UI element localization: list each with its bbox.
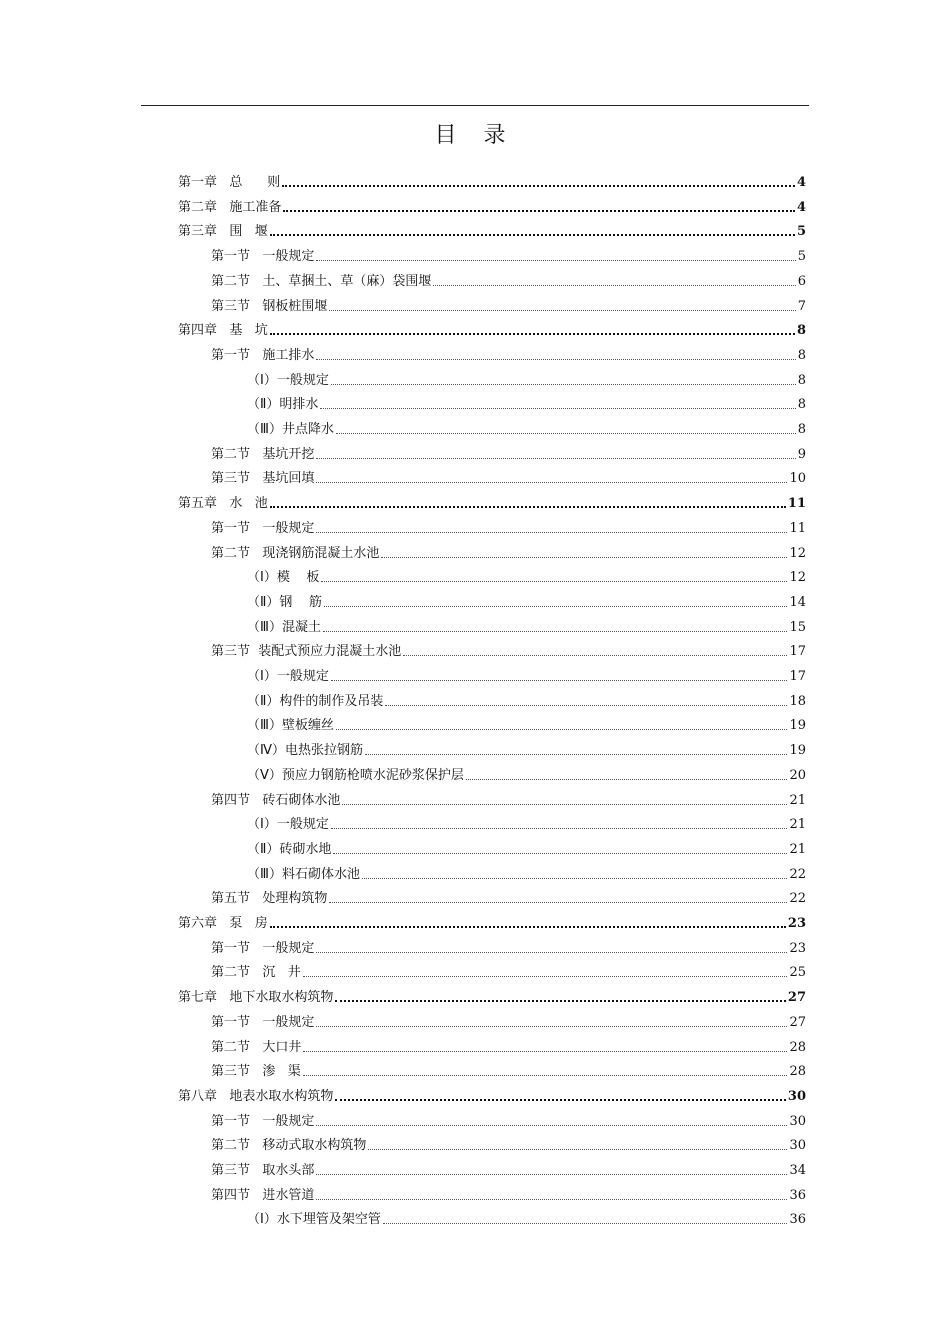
dot-leader bbox=[335, 1000, 786, 1002]
toc-entry-label: 第一节 一般规定 bbox=[211, 1014, 315, 1030]
dot-leader bbox=[342, 804, 787, 805]
toc-entry-page: 34 bbox=[789, 1163, 806, 1178]
toc-entry[interactable] bbox=[211, 542, 806, 562]
toc-entry[interactable] bbox=[247, 616, 806, 636]
toc-entry-label: （Ⅳ）电热张拉钢筋 bbox=[247, 743, 363, 759]
toc-entry[interactable] bbox=[211, 295, 806, 315]
toc-entry-page: 6 bbox=[797, 273, 806, 289]
dot-leader bbox=[466, 779, 788, 780]
toc-entry-label: 第四节 砖石砌体水池 bbox=[211, 792, 341, 808]
toc-entry-page: 28 bbox=[789, 1064, 806, 1080]
dot-leader bbox=[335, 1099, 786, 1101]
dot-leader bbox=[336, 729, 787, 730]
toc-entry-page: 8 bbox=[797, 422, 806, 437]
toc-entry[interactable] bbox=[178, 986, 806, 1006]
dot-leader bbox=[282, 185, 795, 187]
dot-leader bbox=[385, 705, 787, 706]
toc-entry-label: 第七章 地下水取水构筑物 bbox=[178, 990, 334, 1006]
toc-entry[interactable] bbox=[211, 1159, 806, 1179]
dot-leader bbox=[403, 655, 787, 656]
toc-entry-page: 23 bbox=[787, 916, 806, 931]
toc-entry-label: 第二章 施工准备 bbox=[178, 199, 282, 215]
toc-entry-page: 8 bbox=[797, 347, 806, 363]
toc-entry-label: 第八章 地表水取水构筑物 bbox=[178, 1088, 334, 1104]
toc-entry-page: 30 bbox=[789, 1138, 806, 1154]
toc-entry-page: 19 bbox=[789, 743, 806, 759]
toc-entry[interactable] bbox=[211, 245, 806, 265]
toc-entry[interactable] bbox=[247, 1208, 806, 1228]
toc-entry[interactable] bbox=[247, 714, 806, 734]
toc-entry-label: （Ⅱ）明排水 bbox=[247, 397, 319, 413]
toc-entry-label: 第四节 进水管道 bbox=[211, 1187, 315, 1203]
toc-entry-page: 17 bbox=[789, 669, 806, 684]
toc-entry-page: 18 bbox=[789, 693, 806, 709]
toc-entry-label: 第四章 基 坑 bbox=[178, 323, 268, 339]
toc-entry-label: （Ⅲ）井点降水 bbox=[247, 422, 334, 437]
toc-entry[interactable] bbox=[211, 887, 806, 907]
toc-entry-page: 36 bbox=[789, 1212, 806, 1228]
toc-entry-page: 27 bbox=[787, 990, 806, 1006]
dot-leader bbox=[316, 532, 787, 533]
toc-entry[interactable] bbox=[178, 319, 806, 339]
toc-entry-label: （Ⅰ）模 板 bbox=[247, 570, 320, 586]
toc-entry[interactable] bbox=[247, 591, 806, 611]
dot-leader bbox=[321, 581, 787, 582]
dot-leader bbox=[433, 285, 795, 286]
toc-entry[interactable] bbox=[211, 1011, 806, 1031]
toc-entry-page: 15 bbox=[789, 619, 806, 635]
dot-leader bbox=[316, 1026, 787, 1027]
toc-entry-page: 8 bbox=[797, 397, 806, 413]
toc-entry-label: 第二节 大口井 bbox=[211, 1039, 302, 1055]
toc-entry-label: （Ⅰ）一般规定 bbox=[247, 372, 329, 388]
toc-entry[interactable] bbox=[178, 1085, 806, 1105]
toc-entry[interactable] bbox=[247, 813, 806, 833]
dot-leader bbox=[316, 260, 795, 261]
toc-entry-label: 第一节 一般规定 bbox=[211, 520, 315, 536]
toc-entry-label: 第三节 装配式预应力混凝土水池 bbox=[211, 644, 402, 660]
toc-entry-label: 第一节 一般规定 bbox=[211, 1113, 315, 1129]
toc-entry[interactable] bbox=[247, 393, 806, 413]
dot-leader bbox=[324, 606, 788, 607]
toc-entry-label: 第五章 水 池 bbox=[178, 496, 268, 512]
dot-leader bbox=[316, 1125, 787, 1126]
toc-entry-page: 30 bbox=[789, 1113, 806, 1129]
dot-leader bbox=[365, 754, 787, 755]
toc-entry-label: 第一节 一般规定 bbox=[211, 940, 315, 956]
toc-entry-page: 21 bbox=[789, 792, 806, 808]
toc-entry-page: 20 bbox=[789, 767, 806, 783]
toc-entry-label: （Ⅱ）砖砌水地 bbox=[247, 841, 332, 857]
toc-entry[interactable] bbox=[247, 418, 806, 438]
toc-entry-page: 36 bbox=[789, 1187, 806, 1203]
toc-title: 目 录 bbox=[434, 123, 516, 148]
toc-entry-label: （Ⅰ）水下埋管及架空管 bbox=[247, 1212, 381, 1228]
toc-entry[interactable] bbox=[178, 171, 806, 191]
dot-leader bbox=[303, 1075, 788, 1076]
toc-entry-page: 12 bbox=[789, 570, 806, 586]
toc-entry-label: （Ⅲ）壁板缠丝 bbox=[247, 718, 334, 734]
toc-entry[interactable] bbox=[211, 344, 806, 364]
dot-leader bbox=[383, 1223, 788, 1224]
toc-entry[interactable] bbox=[211, 1184, 806, 1204]
toc-entry[interactable] bbox=[211, 1060, 806, 1080]
toc-entry-page: 21 bbox=[789, 817, 806, 833]
dot-leader bbox=[316, 482, 787, 483]
dot-leader bbox=[323, 631, 787, 632]
toc-entry[interactable] bbox=[247, 690, 806, 710]
toc-entry-label: 第二节 移动式取水构筑物 bbox=[211, 1138, 367, 1154]
toc-entry-label: 第三节 渗 渠 bbox=[211, 1064, 301, 1080]
toc-entry[interactable] bbox=[178, 912, 806, 932]
toc-entry-page: 22 bbox=[789, 866, 806, 882]
toc-entry-label: （Ⅰ）一般规定 bbox=[247, 817, 329, 833]
toc-entry[interactable] bbox=[247, 739, 806, 759]
toc-entry[interactable] bbox=[247, 764, 806, 784]
dot-leader bbox=[316, 952, 787, 953]
toc-entry[interactable] bbox=[178, 196, 806, 216]
toc-entry[interactable] bbox=[211, 789, 806, 809]
toc-entry-label: 第五节 处理构筑物 bbox=[211, 891, 328, 907]
toc-entry-label: （Ⅲ）料石砌体水池 bbox=[247, 866, 360, 882]
toc-entry[interactable] bbox=[211, 640, 806, 660]
toc-entry[interactable] bbox=[247, 566, 806, 586]
toc-entry[interactable] bbox=[211, 1134, 806, 1154]
dot-leader bbox=[329, 902, 787, 903]
toc-entry-page: 28 bbox=[789, 1039, 806, 1055]
toc-entry-page: 11 bbox=[787, 496, 806, 512]
dot-leader bbox=[368, 1149, 787, 1150]
toc-entry-label: 第三节 取水头部 bbox=[211, 1163, 315, 1178]
dot-leader bbox=[270, 506, 786, 508]
toc-entry-page: 9 bbox=[797, 446, 806, 462]
dot-leader bbox=[316, 1199, 787, 1200]
dot-leader bbox=[270, 926, 786, 928]
toc-entry[interactable] bbox=[178, 492, 806, 512]
toc-entry[interactable] bbox=[211, 270, 806, 290]
toc-entry-label: （Ⅲ）混凝土 bbox=[247, 619, 321, 635]
toc-entry-label: （Ⅴ）预应力钢筋枪喷水泥砂浆保护层 bbox=[247, 767, 464, 783]
toc-entry[interactable] bbox=[247, 369, 806, 389]
toc-entry[interactable] bbox=[211, 961, 806, 981]
toc-entry[interactable] bbox=[247, 863, 806, 883]
dot-leader bbox=[283, 210, 795, 212]
toc-entry-label: 第三章 围 堰 bbox=[178, 224, 268, 240]
toc-entry-label: 第二节 沉 井 bbox=[211, 965, 301, 981]
toc-entry-label: 第三节 基坑回填 bbox=[211, 471, 315, 487]
toc-entry-label: （Ⅱ）钢 筋 bbox=[247, 594, 322, 610]
dot-leader bbox=[329, 310, 795, 311]
toc-entry-label: 第一章 总 则 bbox=[178, 175, 281, 190]
dot-leader bbox=[381, 557, 787, 558]
toc-entry[interactable] bbox=[211, 937, 806, 957]
dot-leader bbox=[303, 1051, 787, 1052]
toc-entry-page: 12 bbox=[789, 545, 806, 561]
toc-entry-page: 8 bbox=[797, 372, 806, 388]
dot-leader bbox=[270, 234, 795, 236]
toc-entry-page: 8 bbox=[796, 323, 806, 339]
toc-entry-label: 第二节 土、草捆土、草（麻）袋围堰 bbox=[211, 273, 432, 289]
toc-entry[interactable] bbox=[247, 665, 806, 685]
toc-entry-label: 第六章 泵 房 bbox=[178, 916, 268, 931]
toc-entry-label: 第一节 施工排水 bbox=[211, 347, 315, 363]
dot-leader bbox=[331, 384, 796, 385]
toc-entry-page: 5 bbox=[797, 249, 806, 265]
toc-entry[interactable] bbox=[211, 443, 806, 463]
toc-entry[interactable] bbox=[211, 1110, 806, 1130]
dot-leader bbox=[316, 458, 795, 459]
toc-entry[interactable] bbox=[211, 1036, 806, 1056]
dot-leader bbox=[331, 828, 788, 829]
toc-entry[interactable] bbox=[211, 467, 806, 487]
toc-entry[interactable] bbox=[211, 517, 806, 537]
toc-entry-page: 19 bbox=[789, 718, 806, 734]
toc-entry-page: 11 bbox=[789, 520, 806, 536]
dot-leader bbox=[320, 408, 795, 409]
toc-entry-page: 4 bbox=[796, 199, 806, 215]
toc-entry-label: 第二节 现浇钢筋混凝土水池 bbox=[211, 545, 380, 561]
toc-entry-page: 10 bbox=[789, 471, 806, 487]
toc-entry-page: 4 bbox=[796, 175, 806, 190]
toc-entry-label: （Ⅱ）构件的制作及吊装 bbox=[247, 693, 384, 709]
dot-leader bbox=[333, 853, 787, 854]
dot-leader bbox=[316, 1174, 787, 1175]
toc-entry-label: 第三节 钢板桩围堰 bbox=[211, 298, 328, 314]
toc-entry-page: 5 bbox=[796, 224, 806, 240]
toc-entry-page: 21 bbox=[789, 841, 806, 857]
toc-entry-label: 第二节 基坑开挖 bbox=[211, 446, 315, 462]
dot-leader bbox=[303, 976, 788, 977]
dot-leader bbox=[331, 680, 788, 681]
toc-entry-page: 7 bbox=[797, 298, 806, 314]
toc-entry-page: 14 bbox=[789, 594, 806, 610]
toc-entry-page: 17 bbox=[789, 644, 806, 660]
dot-leader bbox=[336, 433, 796, 434]
toc-entry-label: （Ⅰ）一般规定 bbox=[247, 669, 329, 684]
toc-entry-label: 第一节 一般规定 bbox=[211, 249, 315, 265]
toc-entry-page: 30 bbox=[787, 1088, 806, 1104]
toc-entry-page: 22 bbox=[789, 891, 806, 907]
dot-leader bbox=[362, 878, 787, 879]
toc-entry[interactable] bbox=[247, 838, 806, 858]
toc-entry[interactable] bbox=[178, 220, 806, 240]
dot-leader bbox=[270, 333, 795, 335]
toc-entry-page: 23 bbox=[789, 940, 806, 956]
toc-entry-page: 27 bbox=[789, 1014, 806, 1030]
toc-entry-page: 25 bbox=[789, 965, 806, 981]
dot-leader bbox=[316, 359, 795, 360]
